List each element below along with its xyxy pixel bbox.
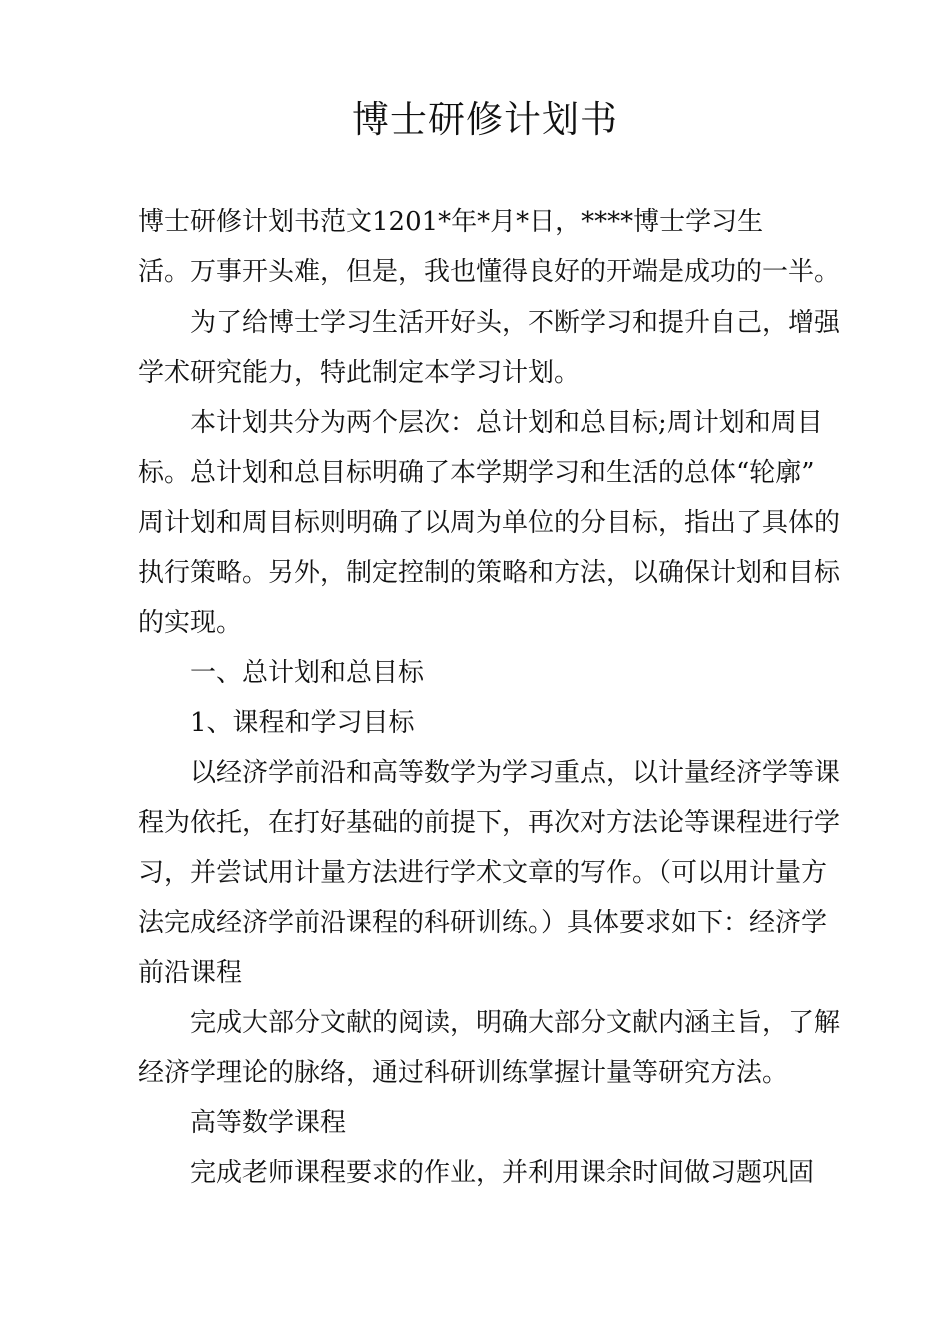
paragraph-line: 为了给博士学习生活开好头，不断学习和提升自己，增强 [190, 308, 841, 338]
paragraph-line: 以经济学前沿和高等数学为学习重点，以计量经济学等课 [190, 758, 841, 788]
paragraph-line: 法完成经济学前沿课程的科研训练。）具体要求如下：经济学 [138, 908, 828, 938]
paragraph-line: 学术研究能力，特此制定本学习计划。 [138, 358, 581, 388]
paragraph-line: 经济学理论的脉络，通过科研训练掌握计量等研究方法。 [138, 1058, 789, 1088]
section-heading: 一、总计划和总目标 [190, 658, 425, 688]
paragraph-line: 执行策略。另外，制定控制的策略和方法，以确保计划和目标 [138, 558, 841, 588]
paragraph-line: 完成老师课程要求的作业，并利用课余时间做习题巩固 [190, 1158, 815, 1188]
paragraph-line: 程为依托，在打好基础的前提下，再次对方法论等课程进行学 [138, 808, 841, 838]
paragraph-line: 的实现。 [138, 608, 243, 638]
document-title: 博士研修计划书 [352, 98, 618, 141]
paragraph-line: 标。总计划和总目标明确了本学期学习和生活的总体“轮廓” [138, 458, 815, 488]
paragraph-line: 周计划和周目标则明确了以周为单位的分目标，指出了具体的 [138, 508, 841, 538]
subsection-heading: 1、课程和学习目标 [190, 708, 415, 738]
paragraph-line: 习，并尝试用计量方法进行学术文章的写作。（可以用计量方 [138, 858, 828, 888]
paragraph-line: 活。万事开头难，但是，我也懂得良好的开端是成功的一半。 [138, 257, 841, 287]
paragraph-line: 完成大部分文献的阅读，明确大部分文献内涵主旨，了解 [190, 1008, 841, 1038]
paragraph-line: 本计划共分为两个层次：总计划和总目标;周计划和周目 [190, 408, 823, 438]
subsection-heading: 高等数学课程 [190, 1108, 347, 1138]
paragraph-line: 博士研修计划书范文1201*年*月*日，****博士学习生 [138, 207, 764, 237]
paragraph-line: 前沿课程 [138, 958, 243, 988]
